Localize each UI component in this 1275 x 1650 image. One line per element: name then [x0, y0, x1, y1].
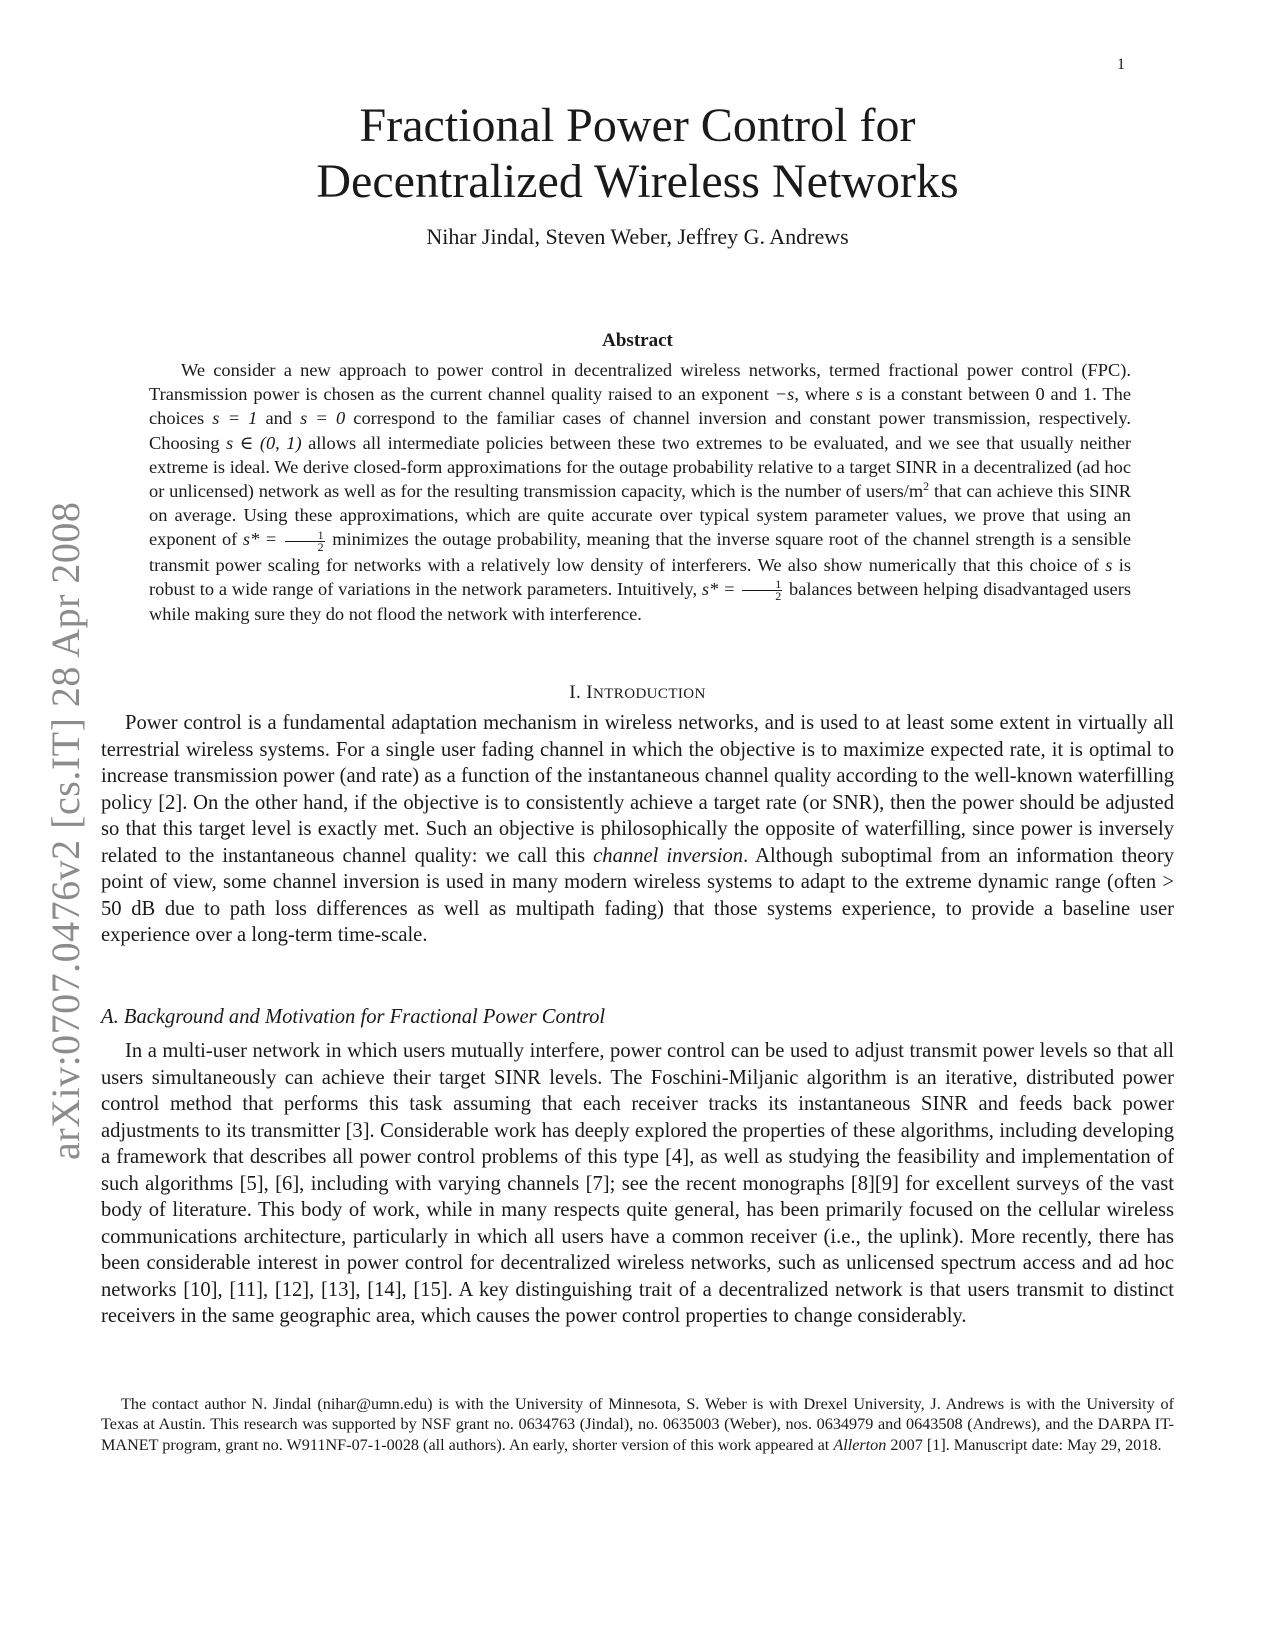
math-greater-than-50: > 50	[101, 871, 1174, 920]
paper-title-line-2: Decentralized Wireless Networks	[316, 155, 959, 208]
footnote-paragraph: The contact author N. Jindal (nihar@umn.edu) is with the University of Minnesota, S. Weber is with Drexel University, J. Andrews is with the University of Texas at Austin. This research was supported by NSF grant no. 0634763 (Jindal), no. 0635003 (Weber), nos. 0634979 and 0643508 (Andrews), and the DARPA IT-MANET program, grant no. W911NF-07-1-0028 (all authors). An early, shorter version of this work appeared at Allerton 2007 [1]. Manuscript date: May 29, 2018.	[101, 1395, 1174, 1454]
fraction-one-half: $\frac{1}{2}$	[742, 579, 782, 602]
fraction-one-half: $\frac{1}{2}$	[285, 530, 325, 553]
section-heading-introduction: I. INTRODUCTION	[569, 682, 706, 703]
abstract-paragraph: We consider a new approach to power control in decentralized wireless networks, termed fractional power control (FPC). Transmission power is chosen as the current channel quality raised to an exponent −s, where s is a constant between 0 and 1. The choices s = 1 and s = 0 correspond to the familiar cases of channel inversion and constant power transmission, respectively. Choosing s ∈ (0, 1) allows all intermediate policies between these two extremes to be evaluated, and we see that usually neither extreme is ideal. We derive closed-form approximations for the outage probability relative to a target SINR in a decentralized (ad hoc or unlicensed) network as well as for the resulting transmission capacity, which is the number of users/$m^2$ that can achieve this SINR on average. Using these approximations, which are quite accurate over typical system parameter values, we prove that using an exponent of s* = $\frac{1}{2}$ minimizes the outage probability, meaning that the inverse square root of the channel strength is a sensible transmit power scaling for networks with a relatively low density of interferers. We also show numerically that this choice of s is robust to a wide range of variations in the network parameters. Intuitively, s* = $\frac{1}{2}$ balances between helping disadvantaged users while making sure they do not flood the network with interference.	[149, 360, 1131, 625]
math-exponent: −s	[774, 384, 795, 405]
math-s: s	[1105, 554, 1113, 575]
venue-name: Allerton	[833, 1435, 887, 1454]
background-body	[101, 1038, 1174, 1330]
math-s-equals-1: s = 1	[212, 408, 258, 429]
math-s-star: s* =	[701, 578, 741, 599]
subsection-heading-background: A. Background and Motivation for Fractional Power Control	[101, 1006, 606, 1028]
math-s-star: s* =	[242, 529, 283, 550]
paper-authors: Nihar Jindal, Steven Weber, Jeffrey G. Andrews	[426, 224, 849, 249]
math-s-interval: s ∈ (0, 1)	[226, 432, 302, 453]
background-paragraph: In a multi-user network in which users mutually interfere, power control can be used to adjust transmit power levels so that all users simultaneously can achieve their target SINR levels. The Foschini-Miljanic algorithm is an iterative, distributed power control method that performs this task assuming that each receiver tracks its instantaneous SINR and feeds back power adjustments to its transmitter [3]. Considerable work has deeply explored the properties of these algorithms, including developing a framework that describes all power control problems of this type [4], as well as studying the feasibility and implementation of such algorithms [5], [6], including with varying channels [7]; see the recent monographs [8][9] for excellent surveys of the vast body of literature. This body of work, while in many respects quite general, has been primarily focused on the cellular wireless communications architecture, particularly in which all users have a common receiver (i.e., the uplink). More recently, there has been considerable interest in power control for decentralized wireless networks, such as unlicensed spectrum access and ad hoc networks [10], [11], [12], [13], [14], [15]. A key distinguishing trait of a decentralized network is that users transmit to distinct receivers in the same geographic area, which causes the power control properties to change considerably.	[101, 1040, 1174, 1327]
footnote	[101, 1394, 1174, 1455]
abstract-heading: Abstract	[602, 330, 673, 351]
paper-title	[0, 98, 1275, 210]
introduction-paragraph: Power control is a fundamental adaptation mechanism in wireless networks, and is used to at least some extent in virtually all terrestrial wireless systems. For a single user fading channel in which the objective is to maximize expected rate, it is optimal to increase transmission power (and rate) as a function of the instantaneous channel quality according to the well-known waterfilling policy [2]. On the other hand, if the objective is to consistently achieve a target rate (or SNR), then the power should be adjusted so that this target level is exactly met. Such an objective is philosophically the opposite of waterfilling, since power is inversely related to the instantaneous channel quality: we call this channel inversion. Although suboptimal from an information theory point of view, some channel inversion is used in many modern wireless systems to adapt to the extreme dynamic range (often > 50 dB due to path loss differences as well as multipath fading) that those systems experience, to provide a baseline user experience over a long-term time-scale.	[101, 712, 1174, 946]
page-number: 1	[1117, 56, 1125, 73]
math-s: s	[855, 384, 863, 405]
paper-title-line-1: Fractional Power Control for	[359, 99, 916, 152]
math-s-equals-0: s = 0	[300, 408, 346, 429]
arxiv-identifier-stamp: arXiv:0707.0476v2 [cs.IT] 28 Apr 2008	[43, 501, 88, 1160]
abstract-body	[149, 358, 1131, 626]
introduction-body	[101, 710, 1174, 949]
emphasis-channel-inversion: channel inversion	[593, 844, 744, 867]
superscript-2: 2	[923, 478, 930, 493]
